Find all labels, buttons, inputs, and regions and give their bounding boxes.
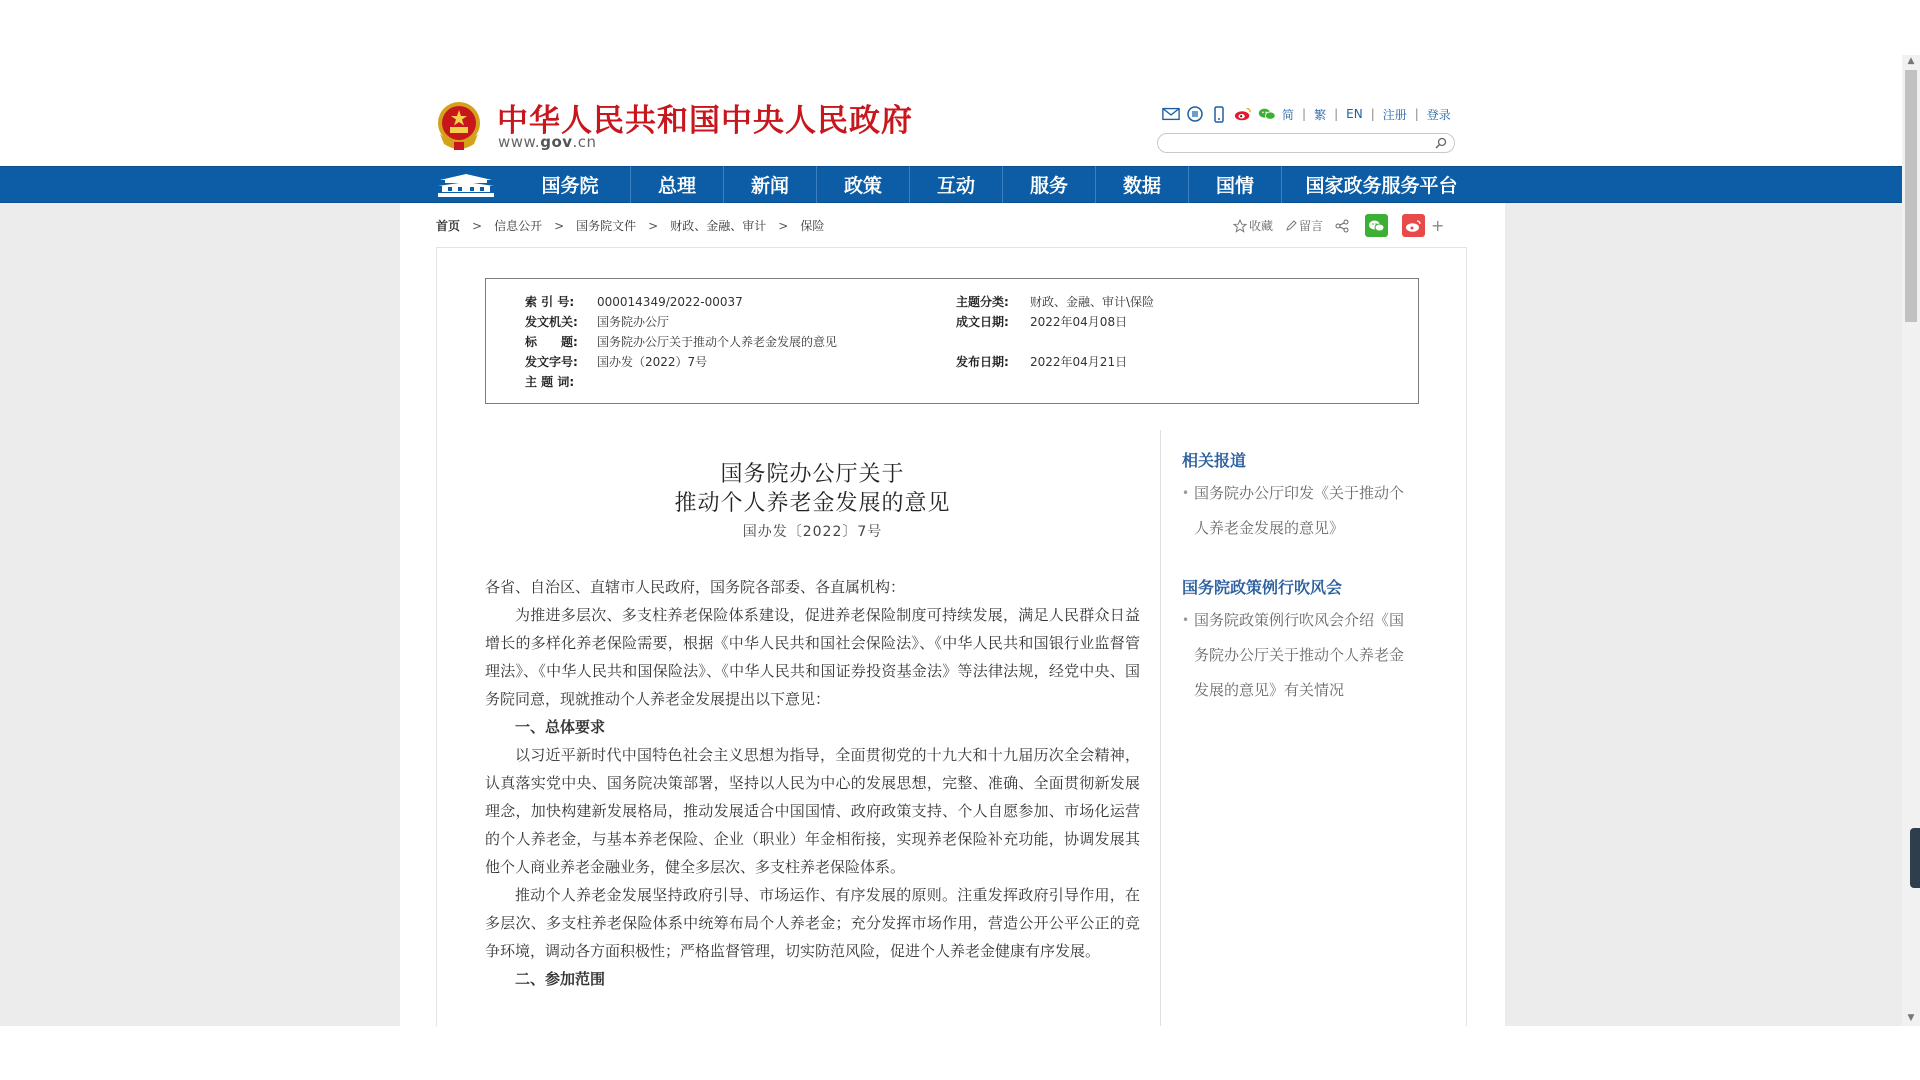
register-link[interactable]: 注册 <box>1382 107 1407 122</box>
lang-simplified-link[interactable]: 简 <box>1282 107 1295 122</box>
comment-label: 留言 <box>1299 219 1324 233</box>
nav-item-national-info[interactable]: 国情 <box>1188 166 1281 203</box>
share-button[interactable] <box>1335 219 1351 233</box>
comment-button[interactable] <box>1285 217 1323 234</box>
chevron-right-icon: > <box>554 218 565 233</box>
rss-icon[interactable] <box>1186 105 1204 123</box>
breadcrumb-insurance[interactable]: 保险 <box>800 219 825 233</box>
breadcrumb-info-disclosure[interactable]: 信息公开 <box>494 219 543 233</box>
top-toolbar <box>1162 103 1451 125</box>
favorite-label: 收藏 <box>1249 219 1274 233</box>
nav-item-premier[interactable]: 总理 <box>630 166 723 203</box>
related-reports-title[interactable]: 相关报道 <box>1182 451 1247 470</box>
mail-icon[interactable] <box>1162 105 1180 123</box>
info-title <box>525 333 837 350</box>
info-index-label: 索 引 号: <box>525 295 575 309</box>
article-paragraph: 以习近平新时代中国特色社会主义思想为指导，全面贯彻党的十九大和十九届历次全会精神，认真落实党中央、国务院决策部署，坚持以人民为中心的发展思想，完整、准确、全面贯彻新发展理念，加快构建新发展格局，推动发展适合中国国情、政府政策支持、个人自愿参加、市场化运营的个人养老金，与基本养老保险、企业（职业）年金相衔接，实现养老保险补充功能，协调发展其他个人商业养老金融业务，健全多层次、多支柱养老保险体系。 <box>485 746 1140 876</box>
info-keywords-label: 主 题 词: <box>525 375 575 389</box>
nav-item-services[interactable]: 服务 <box>1002 166 1095 203</box>
tiananmen-logo-icon[interactable] <box>436 171 496 199</box>
share-icon <box>1335 219 1349 233</box>
info-topic <box>956 293 1154 310</box>
floating-side-tab[interactable] <box>1910 828 1920 888</box>
nav-item-policy[interactable]: 政策 <box>816 166 909 203</box>
nav-item-news[interactable]: 新闻 <box>723 166 816 203</box>
info-topic-label: 主题分类: <box>956 295 1009 309</box>
article-title-line1: 国务院办公厅关于 <box>720 461 905 486</box>
info-keywords <box>525 373 597 390</box>
info-title-label: 标 题: <box>525 335 578 349</box>
related-reports-list <box>1182 476 1412 546</box>
info-written-label: 成文日期: <box>956 315 1009 329</box>
chevron-right-icon: > <box>472 218 483 233</box>
article-paragraph: 推动个人养老金发展坚持政府引导、市场运作、有序发展的原则。注重发挥政府引导作用，在多层次、多支柱养老保险体系中统筹布局个人养老金；充分发挥市场作用，营造公开公平公正的竞争环境，调动各方面积极性；严格监督管理，切实防范风险，促进个人养老金健康有序发展。 <box>485 886 1140 960</box>
separator: | <box>1302 107 1307 121</box>
info-docno-value: 国办发（2022）7号 <box>597 355 708 369</box>
site-url-suffix: .cn <box>572 133 597 151</box>
info-doc-number <box>525 353 707 370</box>
wechat-icon[interactable] <box>1258 105 1276 123</box>
lang-english-link[interactable]: EN <box>1346 107 1363 121</box>
info-topic-value: 财政、金融、审计\保险 <box>1030 295 1155 309</box>
info-index <box>525 293 743 310</box>
share-weibo-button[interactable] <box>1402 214 1425 237</box>
info-published-date <box>956 353 1127 370</box>
nav-item-interaction[interactable]: 互动 <box>909 166 1002 203</box>
breadcrumb-finance[interactable]: 财政、金融、审计 <box>670 219 767 233</box>
share-toolbar <box>1233 214 1444 237</box>
nav-item-state-council[interactable]: 国务院 <box>541 175 599 197</box>
scroll-down-arrow-icon[interactable]: ▼ <box>1907 1013 1915 1023</box>
scrollbar-thumb[interactable] <box>1905 70 1917 322</box>
article-title-line2: 推动个人养老金发展的意见 <box>674 490 951 515</box>
info-written-date <box>956 313 1127 330</box>
share-more-button[interactable]: + <box>1431 216 1445 235</box>
article-addressee: 各省、自治区、直辖市人民政府，国务院各部委、各直属机构： <box>485 578 906 596</box>
weibo-icon[interactable] <box>1234 105 1252 123</box>
info-issuer <box>525 313 669 330</box>
site-header <box>0 0 1902 166</box>
separator: | <box>1370 107 1375 121</box>
policy-briefing-title[interactable]: 国务院政策例行吹风会 <box>1182 578 1343 597</box>
site-url <box>498 133 597 151</box>
scroll-up-arrow-icon[interactable]: ▲ <box>1907 56 1915 66</box>
share-wechat-button[interactable] <box>1365 214 1388 237</box>
search-box <box>1157 133 1455 153</box>
site-url-prefix: www. <box>498 133 541 151</box>
favorite-button[interactable] <box>1233 217 1273 234</box>
article-body <box>485 573 1140 993</box>
related-report-link[interactable]: • 国务院办公厅印发《关于推动个人养老金发展的意见》 <box>1182 476 1412 546</box>
article-paragraph: 为推进多层次、多支柱养老保险体系建设，促进养老保险制度可持续发展，满足人民群众日益增长的多样化养老保险需要，根据《中华人民共和国社会保险法》、《中华人民共和国银行业监督管理法》、《中华人民共和国保险法》、《中华人民共和国证券投资基金法》等法律法规，经党中央、国务院同意，现就推动个人养老金发展提出以下意见： <box>485 606 1140 708</box>
policy-briefing-link[interactable]: • 国务院政策例行吹风会介绍《国务院办公厅关于推动个人养老金发展的意见》有关情况 <box>1182 603 1412 708</box>
breadcrumb <box>436 217 824 234</box>
column-divider <box>1160 430 1161 1026</box>
search-icon[interactable] <box>1434 136 1448 150</box>
national-emblem-icon[interactable] <box>434 100 484 152</box>
main-nav <box>510 166 1481 203</box>
info-written-value: 2022年04月08日 <box>1030 315 1128 329</box>
info-issuer-value: 国务院办公厅 <box>597 315 670 329</box>
site-title[interactable]: 中华人民共和国中央人民政府 <box>497 103 913 138</box>
info-index-value: 000014349/2022-00037 <box>597 295 743 309</box>
article-doc-number: 国办发〔2022〕7号 <box>742 524 883 540</box>
lang-traditional-link[interactable]: 繁 <box>1314 107 1327 122</box>
chevron-right-icon: > <box>778 218 789 233</box>
info-published-value: 2022年04月21日 <box>1030 355 1128 369</box>
info-docno-label: 发文字号: <box>525 355 578 369</box>
breadcrumb-state-council-docs[interactable]: 国务院文件 <box>576 219 637 233</box>
login-link[interactable]: 登录 <box>1426 107 1451 122</box>
info-published-label: 发布日期: <box>956 355 1009 369</box>
policy-briefing-list <box>1182 603 1412 708</box>
separator: | <box>1334 107 1339 121</box>
article-section-heading: 二、参加范围 <box>515 970 606 988</box>
site-url-main: gov <box>540 133 573 151</box>
weibo-icon <box>1405 219 1422 233</box>
info-title-value: 国务院办公厅关于推动个人养老金发展的意见 <box>597 335 838 349</box>
info-issuer-label: 发文机关: <box>525 315 578 329</box>
wechat-icon <box>1368 219 1385 233</box>
chevron-right-icon: > <box>648 218 659 233</box>
pencil-icon <box>1285 220 1297 232</box>
mobile-icon[interactable] <box>1210 105 1228 123</box>
star-icon <box>1233 219 1247 233</box>
nav-item-data[interactable]: 数据 <box>1095 166 1188 203</box>
breadcrumb-home[interactable]: 首页 <box>436 219 461 233</box>
separator: | <box>1414 107 1419 121</box>
article-section-heading: 一、总体要求 <box>515 718 606 736</box>
nav-item-service-platform[interactable]: 国家政务服务平台 <box>1281 166 1481 203</box>
article-title <box>485 459 1140 517</box>
document-info-table <box>485 278 1419 404</box>
search-input[interactable] <box>1168 136 1428 154</box>
